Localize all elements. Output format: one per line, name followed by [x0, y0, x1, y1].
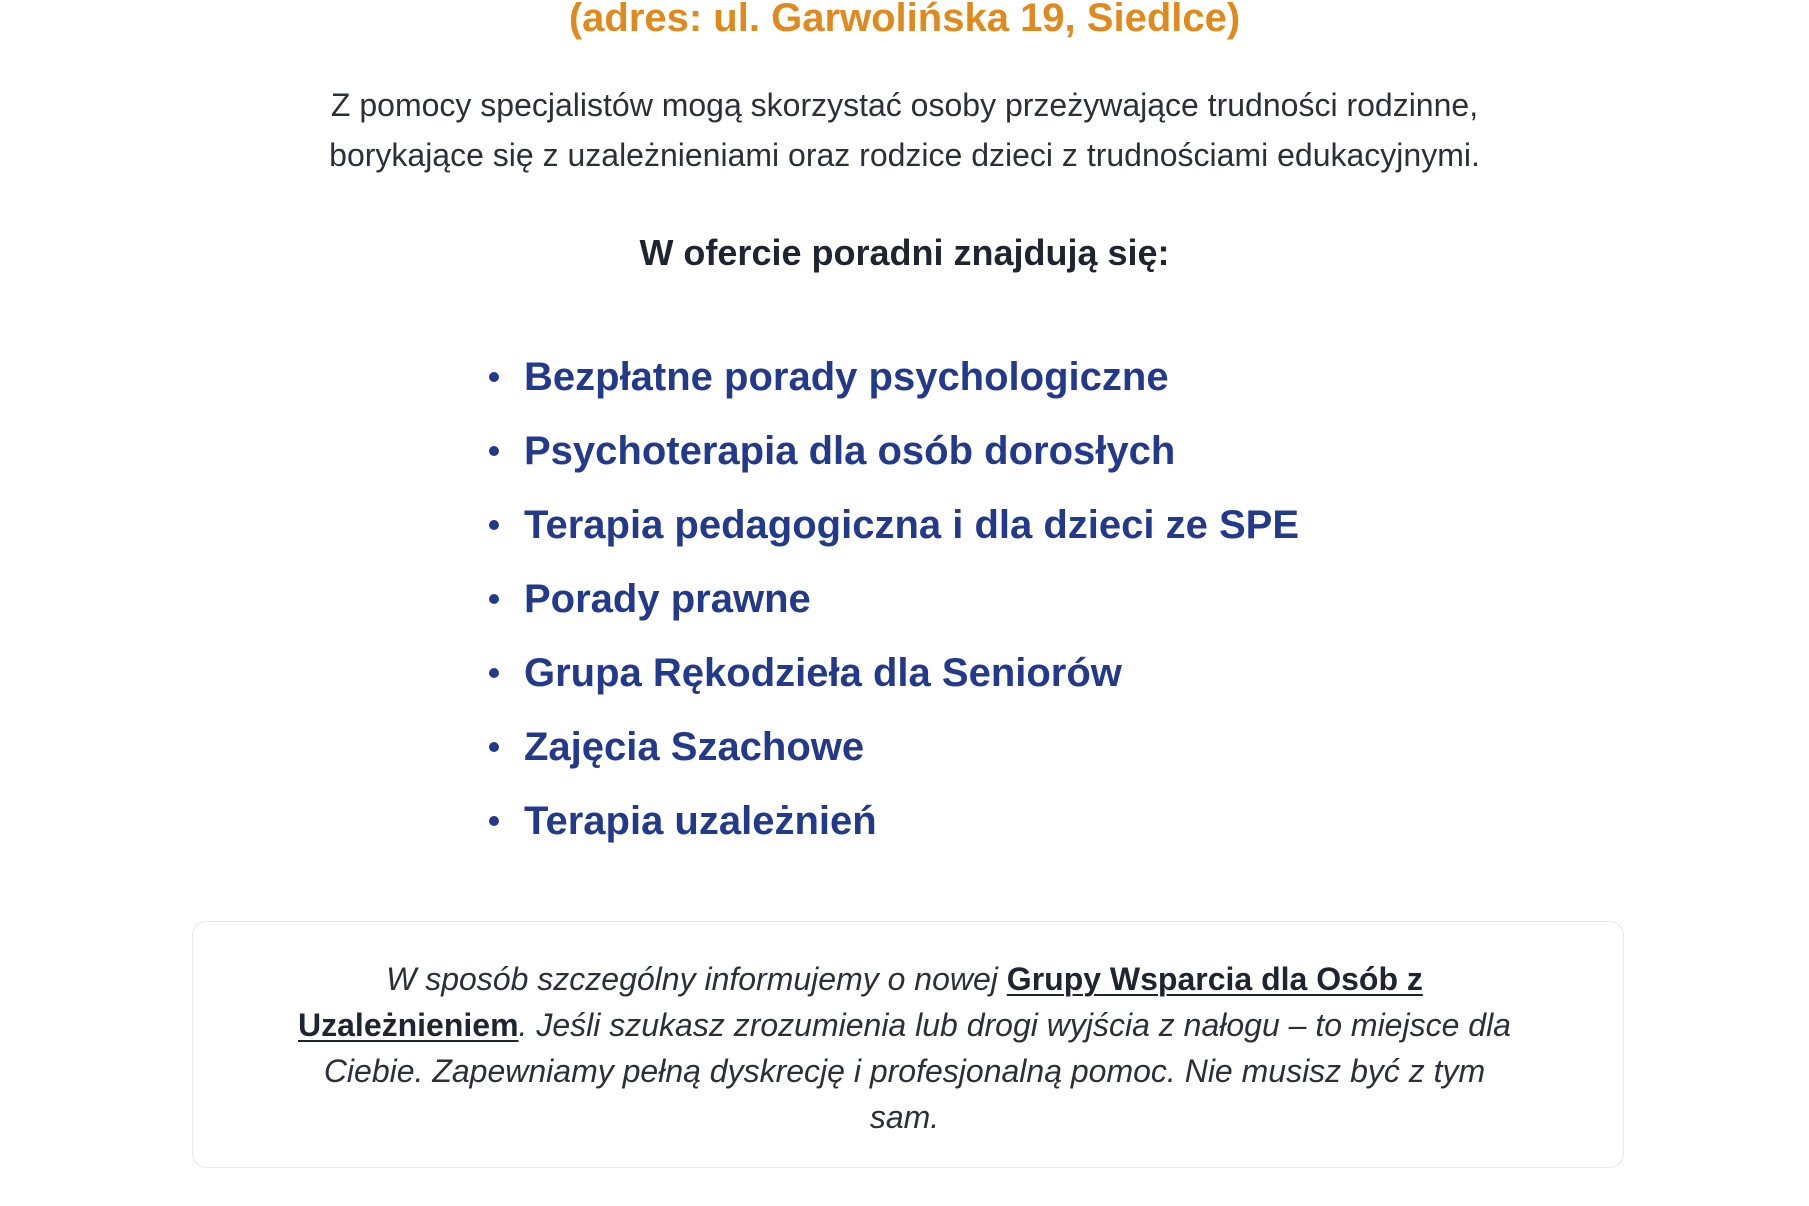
notice-line-3: Ciebie. Zapewniamy pełną dyskrecję i profesjonalną pomoc. Nie musisz być z tym: [323, 1053, 1486, 1089]
bullet-icon: [489, 742, 499, 752]
list-item-label: Psychoterapia dla osób dorosłych: [524, 429, 1176, 473]
list-item: [480, 722, 1299, 796]
list-item: [480, 500, 1299, 574]
notice-after-link: . Jeśli szukasz zrozumienia lub drogi wyjścia z nałogu – to miejsce dla: [518, 1007, 1511, 1043]
list-item-label: Bezpłatne porady psychologiczne: [524, 355, 1169, 399]
intro-paragraph: [0, 80, 1809, 180]
list-item-label: Zajęcia Szachowe: [524, 725, 865, 769]
list-item: [480, 426, 1299, 500]
notice-text: [0, 956, 1809, 1140]
address-text: (adres: ul. Garwolińska 19, Siedlce): [568, 0, 1241, 40]
list-item: [480, 796, 1299, 870]
list-item-label: Terapia uzależnień: [524, 799, 877, 843]
bullet-icon: [489, 446, 499, 456]
bullet-icon: [489, 372, 499, 382]
notice-line-4: sam.: [869, 1099, 940, 1135]
intro-line-2: borykające się z uzależnieniami oraz rodzice dzieci z trudnościami edukacyjnymi.: [329, 137, 1480, 173]
list-item-label: Grupa Rękodzieła dla Seniorów: [524, 651, 1122, 695]
intro-line-1: Z pomocy specjalistów mogą skorzystać osoby przeżywające trudności rodzinne,: [330, 87, 1479, 123]
bullet-icon: [489, 816, 499, 826]
bullet-icon: [489, 520, 499, 530]
notice-line-2: [0, 1002, 1809, 1048]
notice-line-1: [0, 956, 1809, 1002]
bullet-icon: [489, 668, 499, 678]
offer-heading: W ofercie poradni znajdują się:: [639, 232, 1170, 273]
support-group-link-continued[interactable]: Uzależnieniem: [298, 1007, 519, 1043]
offer-list: [480, 352, 1299, 870]
list-item: [480, 574, 1299, 648]
list-item: [480, 648, 1299, 722]
list-item-label: Terapia pedagogiczna i dla dzieci ze SPE: [524, 503, 1300, 547]
bullet-icon: [489, 594, 499, 604]
notice-intro: W sposób szczególny informujemy o nowej: [386, 961, 1007, 997]
list-item: [480, 352, 1299, 426]
support-group-link[interactable]: Grupy Wsparcia dla Osób z: [1006, 961, 1423, 997]
list-item-label: Porady prawne: [524, 577, 811, 621]
